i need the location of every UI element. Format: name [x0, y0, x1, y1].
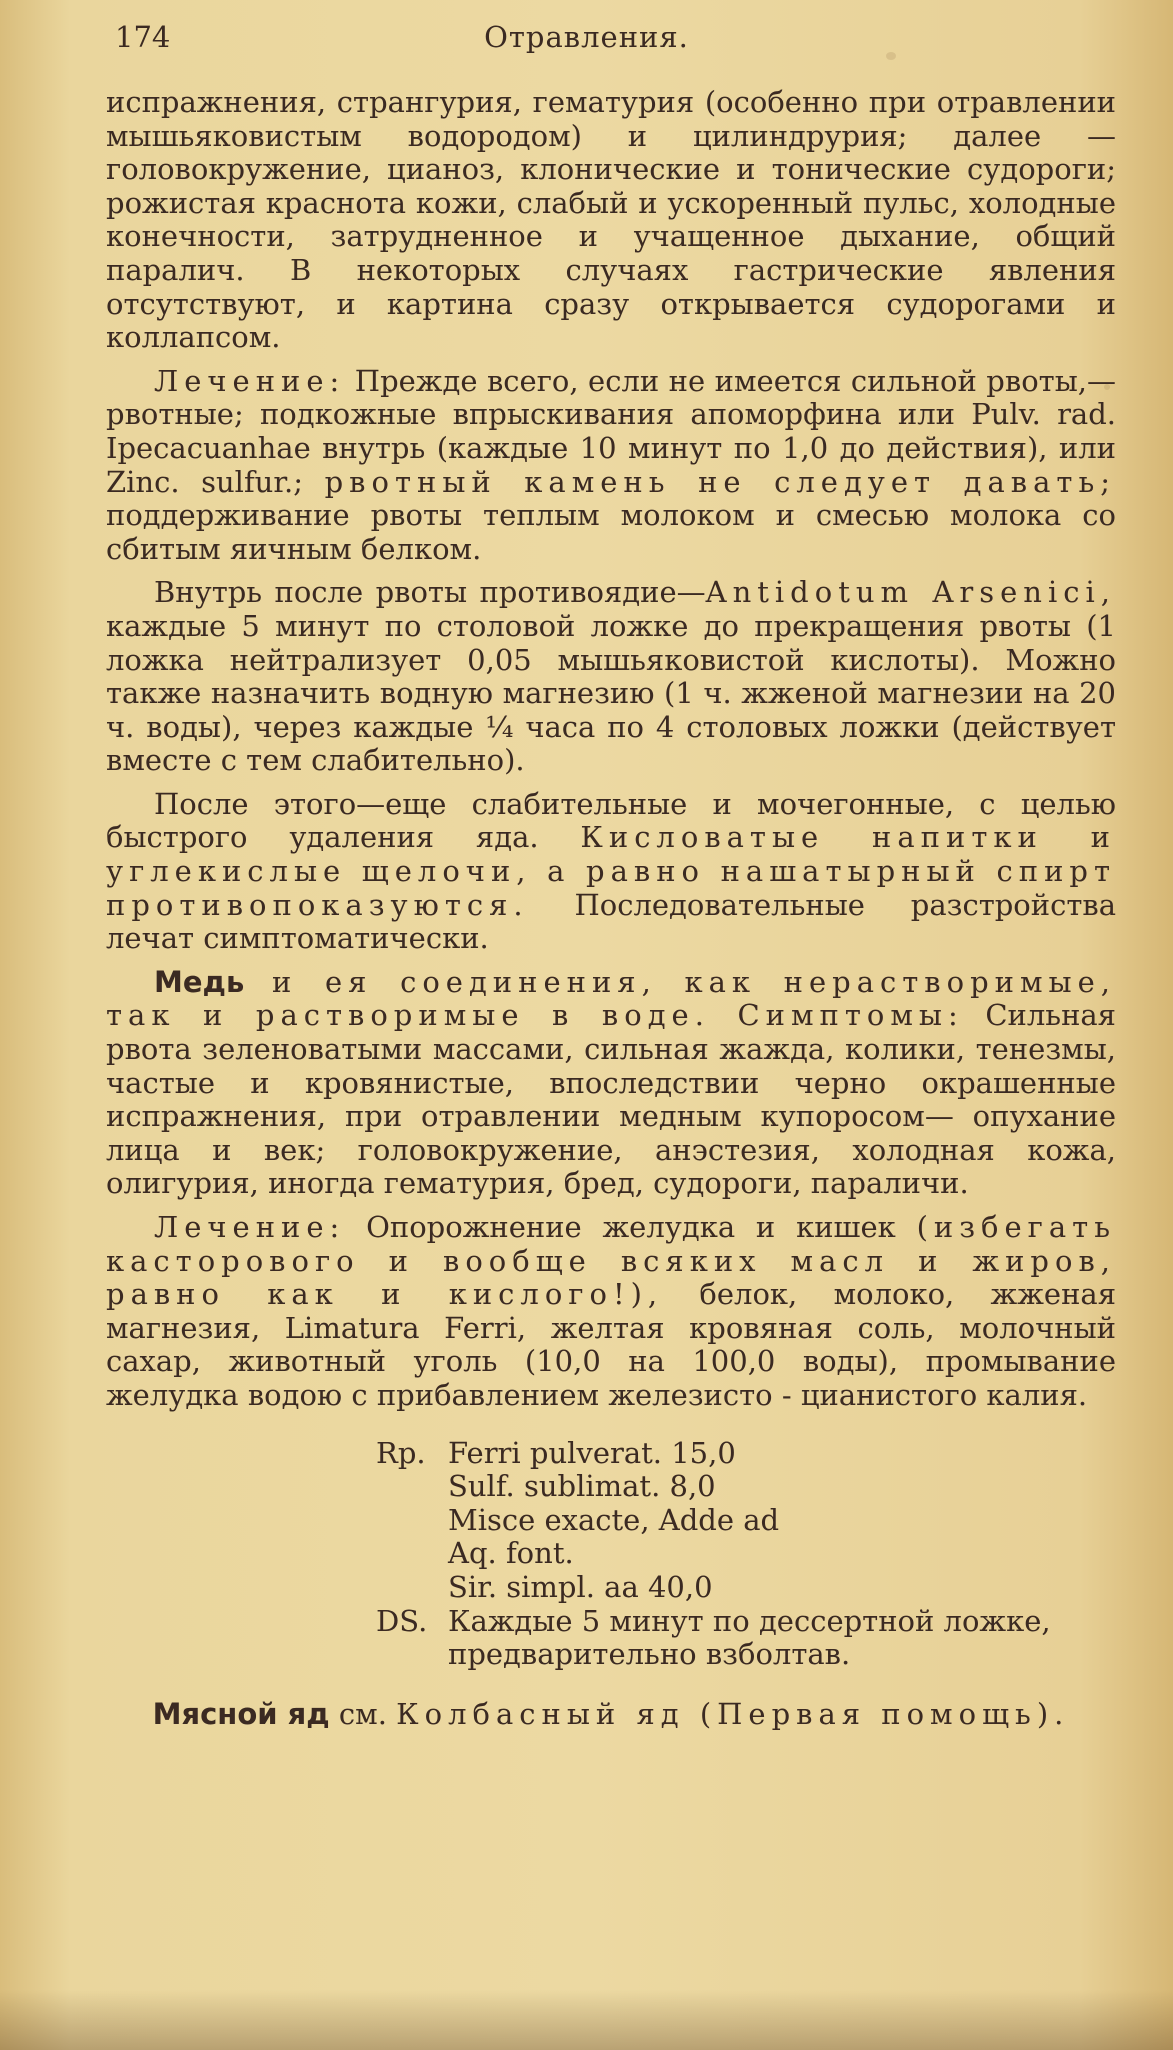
recipe-line: Sir. simpl. aa 40,0	[448, 1569, 713, 1604]
recipe-line: Каждые 5 минут по дессертной ложке,	[448, 1603, 1051, 1638]
paragraph-antidote: Внутрь после рвоты противоядие—Antidotum Arsenici, каждые 5 минут по столовой ложке до прекращения рвоты (1 ложка нейтрализует 0,05 мышьяковистой кислоты). Можно также назначить водную магнезию (1 ч. жженой магнезии на 20 ч. воды), через каждые ¼ часа по 4 столовых ложки (действует вместе с тем слабительно).	[106, 575, 1116, 778]
spaced-emphasis: рвотный камень не следует давать;	[324, 464, 1116, 499]
recipe-line: предварительно взболтав.	[448, 1637, 851, 1672]
spaced-emphasis: и ея соединения, как нерастворимые, так и растворимые в воде. Симптомы:	[106, 964, 1116, 1033]
spaced-emphasis: Antidotum Arsenici,	[705, 575, 1116, 610]
rp-label: Rp.	[376, 1435, 426, 1470]
treatment-label: Лечение:	[154, 1210, 346, 1244]
recipe-line: Sulf. sublimat. 8,0	[448, 1469, 716, 1504]
page-body	[106, 86, 1116, 1731]
paragraph-treatment-arsenic: Лечение: Прежде всего, если не имеется сильной рвоты,—рвотные; подкожные впрыскивания апоморфина или Pulv. rad. Ipecacuanhae внутрь (каждые 10 минут по 1,0 до действия), или Zinc. sulfur.; рвотный камень не следует давать; поддерживание рвоты теплым молоком и смесью молока со сбитым яичным белком.	[106, 363, 1116, 566]
paragraph-after-treatment: После этого—еще слабительные и мочегонные, с целью быстрого удаления яда. Кисловатые напитки и углекислые щелочи, а равно нашатырный спирт противопоказуются. Последовательные разстройства лечат симптоматически.	[106, 786, 1116, 956]
page-header	[105, 20, 1068, 60]
entry-heading-meat-poison: Мясной яд	[152, 1696, 330, 1731]
paragraph-symptoms-continued: испражнения, странгурия, гематурия (особенно при отравлении мышьяковистым водородом) и цилиндрурия; далее — головокружение, цианоз, клонические и тонические судороги; рожистая краснота кожи, слабый и ускоренный пульс, холодные конечности, затрудненное и учащенное дыхание, общий паралич. В некоторых случаях гастрические явления отсутствуют, и картина сразу открывается судорогами и коллапсом.	[106, 85, 1116, 355]
ds-label: DS.	[376, 1603, 428, 1638]
recipe-line: Ferri pulverat. 15,0	[448, 1435, 736, 1470]
spaced-emphasis: (избегать касторового и вообще всяких масл и жиров, равно как и кислого!),	[106, 1210, 1116, 1312]
see-also-line: Мясной яд см. Колбасный яд (Первая помощь).	[152, 1696, 1070, 1731]
running-title: Отравления.	[484, 20, 689, 54]
spaced-emphasis: Кисловатые напитки и углекислые щелочи, а равно нашатырный спирт противопоказуются.	[106, 820, 1116, 922]
recipe-line: Aq. font.	[448, 1536, 574, 1571]
entry-heading-copper: Медь	[154, 964, 245, 999]
cross-reference: Колбасный яд (Первая помощь).	[396, 1696, 1070, 1731]
page-number: 174	[115, 20, 171, 54]
prescription-block	[376, 1437, 1116, 1672]
paragraph-copper: Медь и ея соединения, как нерастворимые, так и растворимые в воде. Симптомы: Сильная рвота зеленоватыми массами, сильная жажда, колики, тенезмы, частые и кровянистые, впоследствии черно окрашенные испражнения, при отравлении медным купоросом— опухание лица и век; головокружение, анэстезия, холодная кожа, олигурия, иногда гематурия, бред, судороги, параличи.	[106, 964, 1116, 1201]
page-edge-shadow	[0, 1990, 1173, 2050]
recipe-line: Misce exacte, Adde ad	[448, 1502, 780, 1537]
paragraph-treatment-copper: Лечение: Опорожнение желудка и кишек (избегать касторового и вообще всяких масл и жиров, равно как и кислого!), белок, молоко, жженая магнезия, Limatura Ferri, желтая кровяная соль, молочный сахар, животный уголь (10,0 на 100,0 воды), промывание желудка водою с прибавлением железисто - цианистого калия.	[106, 1210, 1116, 1412]
treatment-label: Лечение:	[154, 363, 346, 398]
ink-spot	[886, 52, 896, 60]
